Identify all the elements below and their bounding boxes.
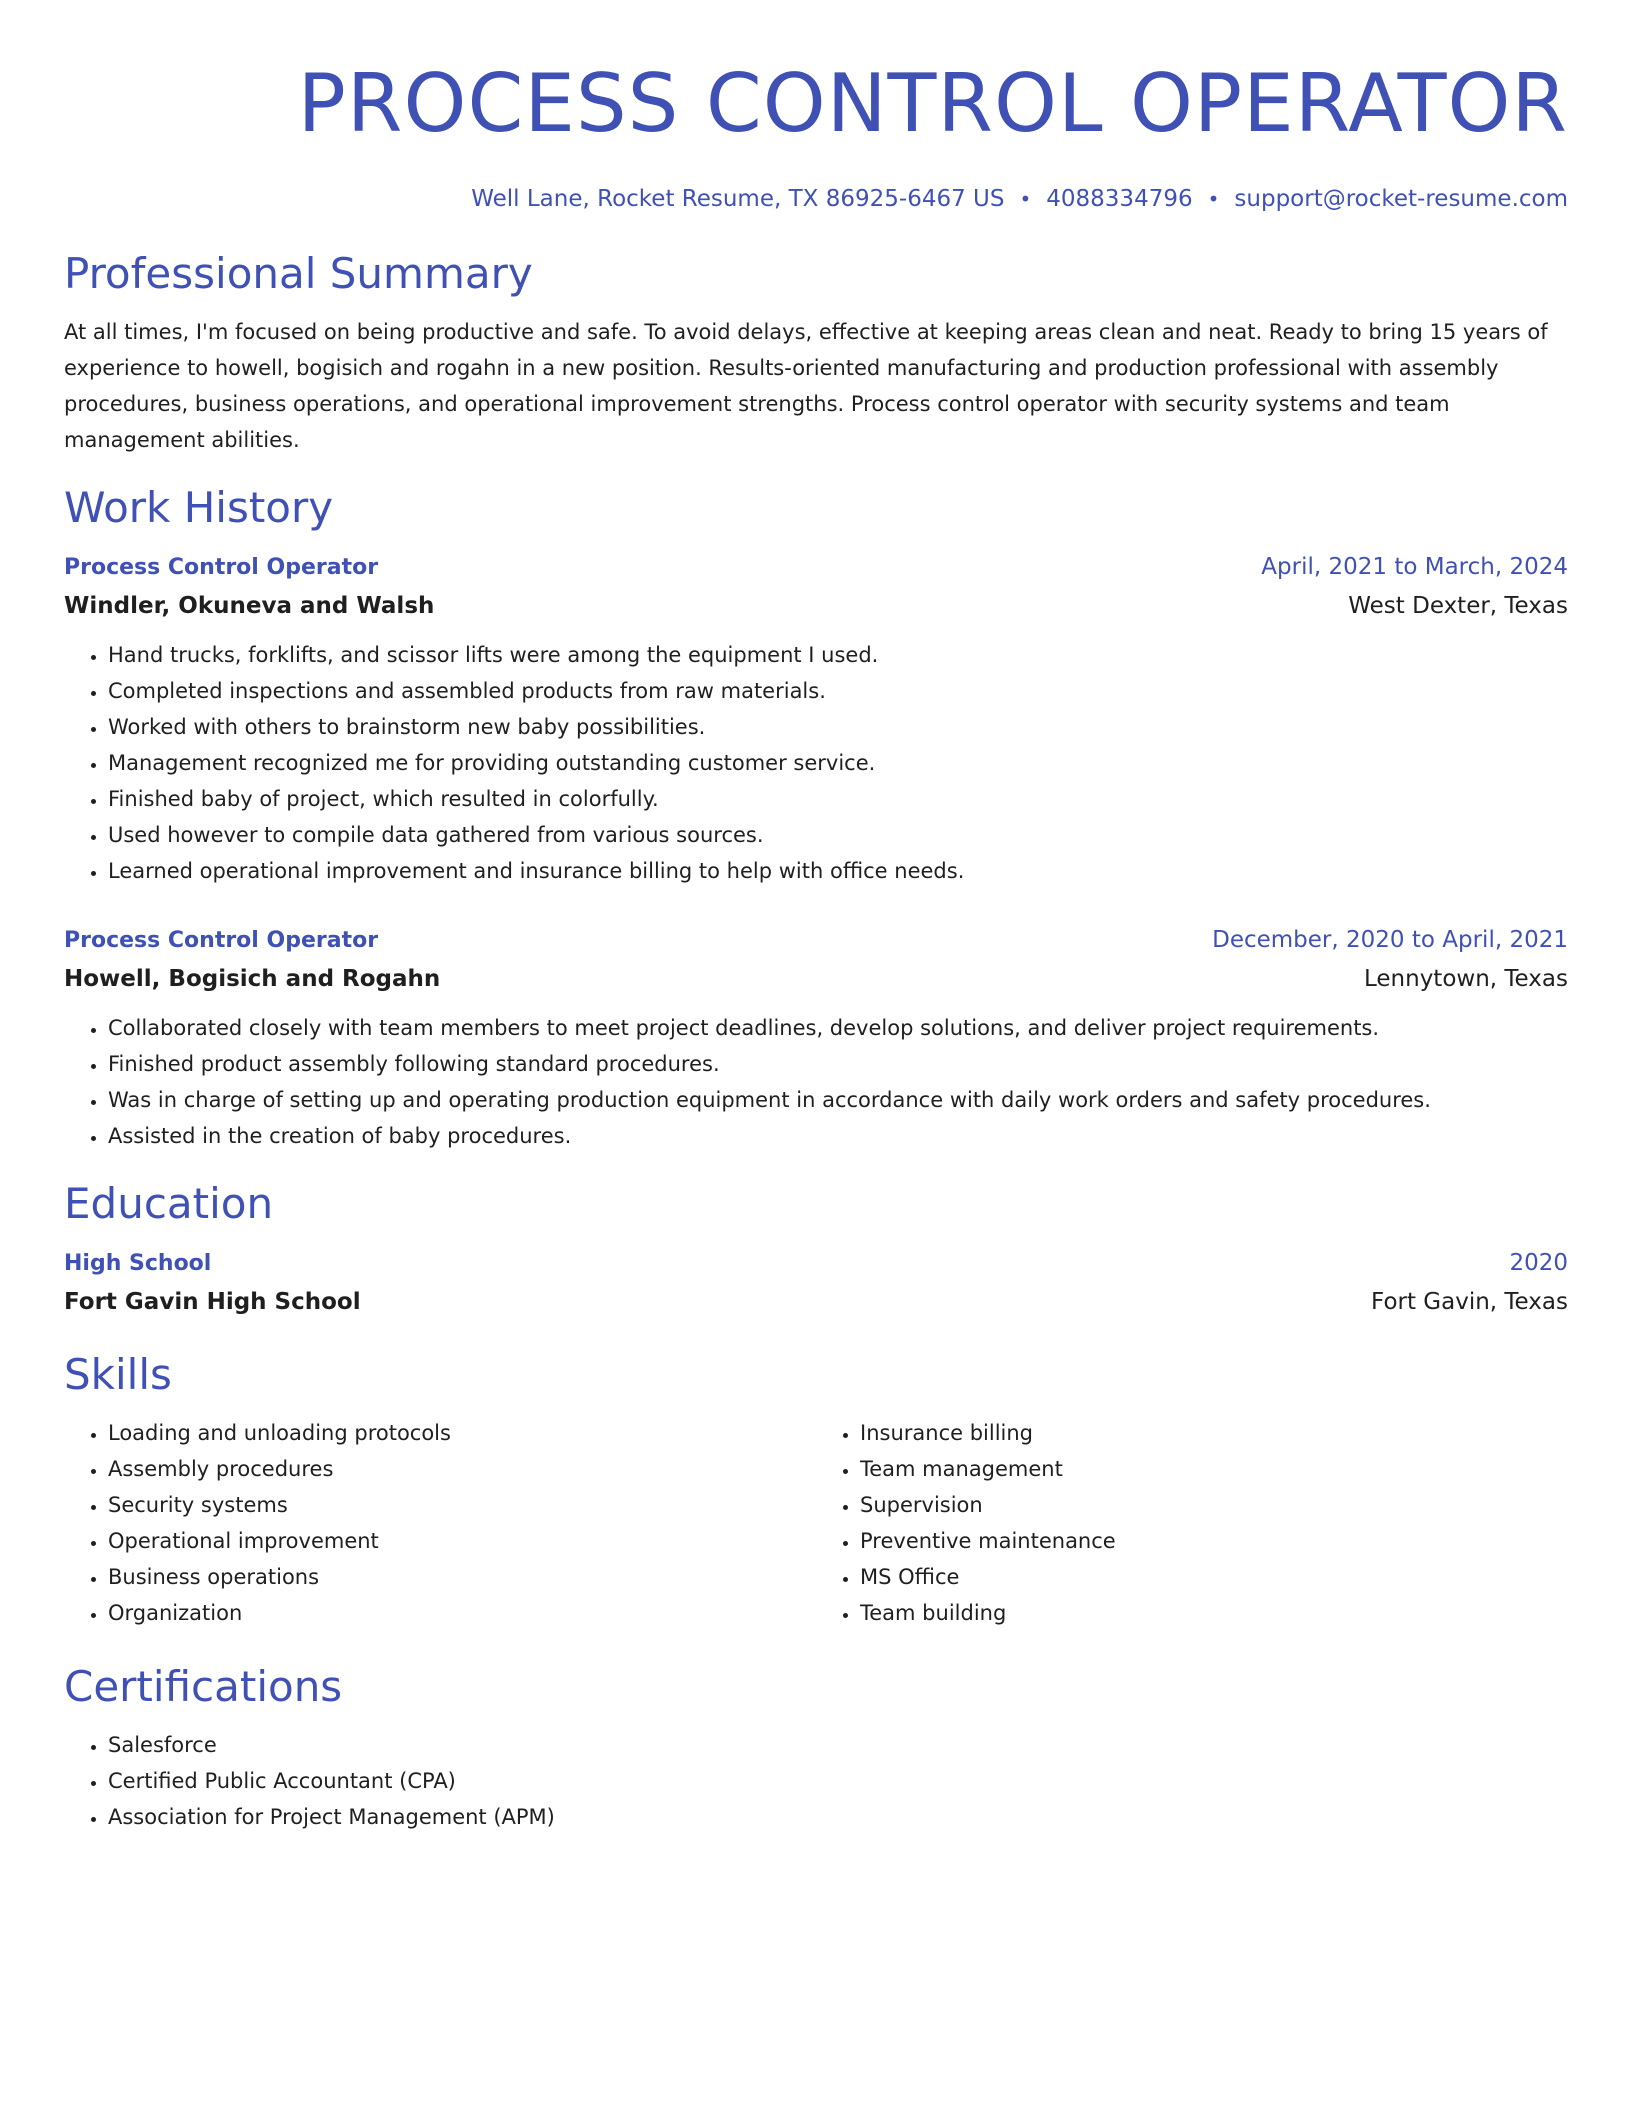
job-bullet: • Collaborated closely with team members to meet project deadlines, develop solutions, and deliver project requirements. bbox=[108, 1010, 1568, 1046]
job-dates: April, 2021 to March, 2024 bbox=[1261, 554, 1568, 580]
section-title-work-history: Work History bbox=[64, 483, 334, 532]
skill-item: • Security systems bbox=[108, 1487, 816, 1523]
certification-item: • Association for Project Management (APM) bbox=[108, 1799, 1568, 1835]
job-entry bbox=[64, 552, 1568, 889]
skill-item: • Organization bbox=[108, 1595, 816, 1631]
contact-line bbox=[64, 184, 1568, 214]
summary-text: At all times, I'm focused on being productive and safe. To avoid delays, effective at keeping areas clean and neat. Ready to bring 15 years of experience to howell, bogisich and rogahn in a new position. Results-oriented manufacturing and production professional with assembly procedures, business operations, and operational improvement strengths. Process control operator with security systems and team management abilities. bbox=[64, 320, 1548, 452]
contact-email[interactable]: support@rocket-resume.com bbox=[1234, 186, 1568, 212]
education-school: Fort Gavin High School bbox=[64, 1289, 361, 1315]
contact-separator: • bbox=[1019, 187, 1032, 211]
job-bullet: • Hand trucks, forklifts, and scissor lifts were among the equipment I used. bbox=[108, 637, 1568, 673]
job-entry bbox=[64, 925, 1568, 1154]
education-degree: High School bbox=[64, 1251, 212, 1276]
certification-item: • Certified Public Accountant (CPA) bbox=[108, 1763, 1568, 1799]
skill-item: • Loading and unloading protocols bbox=[108, 1415, 816, 1451]
section-title-certifications: Certifications bbox=[64, 1662, 343, 1711]
skills-list-right bbox=[816, 1415, 1568, 1631]
job-title: Process Control Operator bbox=[64, 555, 379, 580]
education-school-row bbox=[64, 1287, 1568, 1317]
skill-item: • MS Office bbox=[860, 1559, 1568, 1595]
contact-separator: • bbox=[1207, 187, 1220, 211]
job-dates: December, 2020 to April, 2021 bbox=[1212, 927, 1568, 953]
skill-item: • Business operations bbox=[108, 1559, 816, 1595]
job-title: Process Control Operator bbox=[64, 928, 379, 953]
job-employer-row bbox=[64, 964, 1568, 994]
skill-item: • Supervision bbox=[860, 1487, 1568, 1523]
job-bullet: • Learned operational improvement and insurance billing to help with office needs. bbox=[108, 853, 1568, 889]
contact-address: Well Lane, Rocket Resume, TX 86925-6467 US bbox=[471, 186, 1005, 212]
skill-item: • Operational improvement bbox=[108, 1523, 816, 1559]
job-employer-row bbox=[64, 591, 1568, 621]
skill-item: • Team management bbox=[860, 1451, 1568, 1487]
section-title-skills: Skills bbox=[64, 1350, 172, 1399]
job-bullet: • Assisted in the creation of baby procedures. bbox=[108, 1118, 1568, 1154]
section-title-education: Education bbox=[64, 1179, 274, 1228]
section-title-summary: Professional Summary bbox=[64, 249, 533, 298]
job-bullets bbox=[64, 637, 1568, 889]
certifications-list bbox=[64, 1727, 1568, 1835]
job-employer: Windler, Okuneva and Walsh bbox=[64, 593, 435, 619]
candidate-name: PROCESS CONTROL OPERATOR bbox=[297, 57, 1568, 150]
job-header-row bbox=[64, 925, 1568, 956]
education-entry bbox=[64, 1248, 1568, 1317]
education-year: 2020 bbox=[1509, 1250, 1568, 1276]
skill-item: • Preventive maintenance bbox=[860, 1523, 1568, 1559]
job-bullet: • Was in charge of setting up and operating production equipment in accordance with daily work orders and safety procedures. bbox=[108, 1082, 1568, 1118]
skills-columns bbox=[64, 1415, 1568, 1631]
job-bullet: • Worked with others to brainstorm new baby possibilities. bbox=[108, 709, 1568, 745]
job-bullet: • Finished baby of project, which resulted in colorfully. bbox=[108, 781, 1568, 817]
job-employer: Howell, Bogisich and Rogahn bbox=[64, 966, 441, 992]
skill-item: • Insurance billing bbox=[860, 1415, 1568, 1451]
job-bullet: • Management recognized me for providing outstanding customer service. bbox=[108, 745, 1568, 781]
skill-item: • Team building bbox=[860, 1595, 1568, 1631]
job-bullets bbox=[64, 1010, 1568, 1154]
job-header-row bbox=[64, 552, 1568, 583]
contact-phone: 4088334796 bbox=[1046, 186, 1193, 212]
job-location: Lennytown, Texas bbox=[1363, 966, 1568, 992]
skills-list-left bbox=[64, 1415, 816, 1631]
education-location: Fort Gavin, Texas bbox=[1371, 1289, 1568, 1315]
certification-item: • Salesforce bbox=[108, 1727, 1568, 1763]
job-bullet: • Finished product assembly following standard procedures. bbox=[108, 1046, 1568, 1082]
job-location: West Dexter, Texas bbox=[1348, 593, 1568, 619]
education-header-row bbox=[64, 1248, 1568, 1279]
skill-item: • Assembly procedures bbox=[108, 1451, 816, 1487]
job-bullet: • Used however to compile data gathered from various sources. bbox=[108, 817, 1568, 853]
job-bullet: • Completed inspections and assembled products from raw materials. bbox=[108, 673, 1568, 709]
